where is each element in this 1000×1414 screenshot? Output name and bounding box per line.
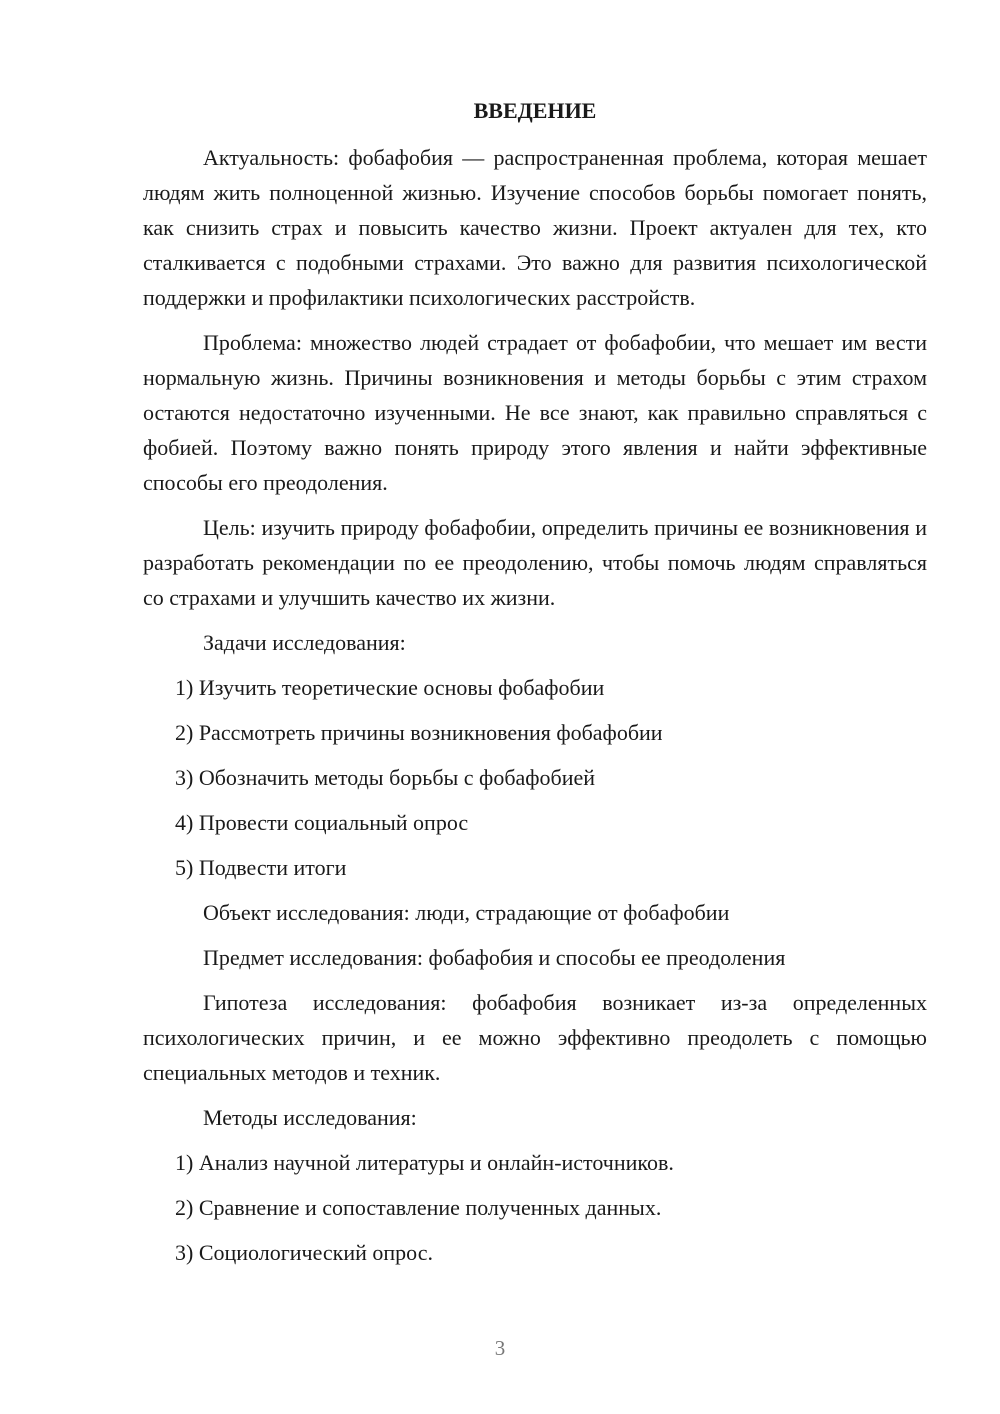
task-item: 4) Провести социальный опрос bbox=[175, 810, 469, 835]
methods-list bbox=[143, 1145, 927, 1270]
relevance-paragraph: Актуальность: фобафобия — распространенная проблема, которая мешает людям жить полноценной жизнью. Изучение способов борьбы помогает понять, как снизить страх и повысить качество жизни. Проект актуален для тех, кто сталкивается с подобными страхами. Это важно для развития психологической поддержки и профилактики психологических расстройств. bbox=[143, 145, 927, 310]
method-item: 2) Сравнение и сопоставление полученных данных. bbox=[175, 1195, 662, 1220]
task-item: 2) Рассмотреть причины возникновения фобафобии bbox=[175, 720, 663, 745]
research-object-line: Объект исследования: люди, страдающие от фобафобии bbox=[203, 900, 730, 925]
goal-paragraph: Цель: изучить природу фобафобии, определить причины ее возникновения и разработать рекомендации по ее преодолению, чтобы помочь людям справляться со страхами и улучшить качество их жизни. bbox=[143, 515, 927, 610]
hypothesis-paragraph: Гипотеза исследования: фобафобия возникает из-за определенных психологических причин, и ее можно эффективно преодолеть с помощью специальных методов и техник. bbox=[143, 990, 927, 1085]
research-subject-line: Предмет исследования: фобафобия и способы ее преодоления bbox=[203, 945, 786, 970]
section-title: ВВЕДЕНИЕ bbox=[473, 98, 597, 123]
task-item: 1) Изучить теоретические основы фобафобии bbox=[175, 675, 605, 700]
method-item: 3) Социологический опрос. bbox=[175, 1240, 433, 1265]
document-body bbox=[143, 96, 927, 1280]
method-item: 1) Анализ научной литературы и онлайн-источников. bbox=[175, 1150, 674, 1175]
problem-paragraph: Проблема: множество людей страдает от фобафобии, что мешает им вести нормальную жизнь. Причины возникновения и методы борьбы с этим страхом остаются недостаточно изученными. Не все знают, как правильно справляться с фобией. Поэтому важно понять природу этого явления и найти эффективные способы его преодоления. bbox=[143, 330, 927, 495]
page-number: 3 bbox=[494, 1336, 506, 1360]
task-item: 5) Подвести итоги bbox=[175, 855, 347, 880]
tasks-list bbox=[143, 670, 927, 885]
task-item: 3) Обозначить методы борьбы с фобафобией bbox=[175, 765, 596, 790]
methods-heading: Методы исследования: bbox=[203, 1105, 417, 1130]
tasks-heading: Задачи исследования: bbox=[203, 630, 406, 655]
